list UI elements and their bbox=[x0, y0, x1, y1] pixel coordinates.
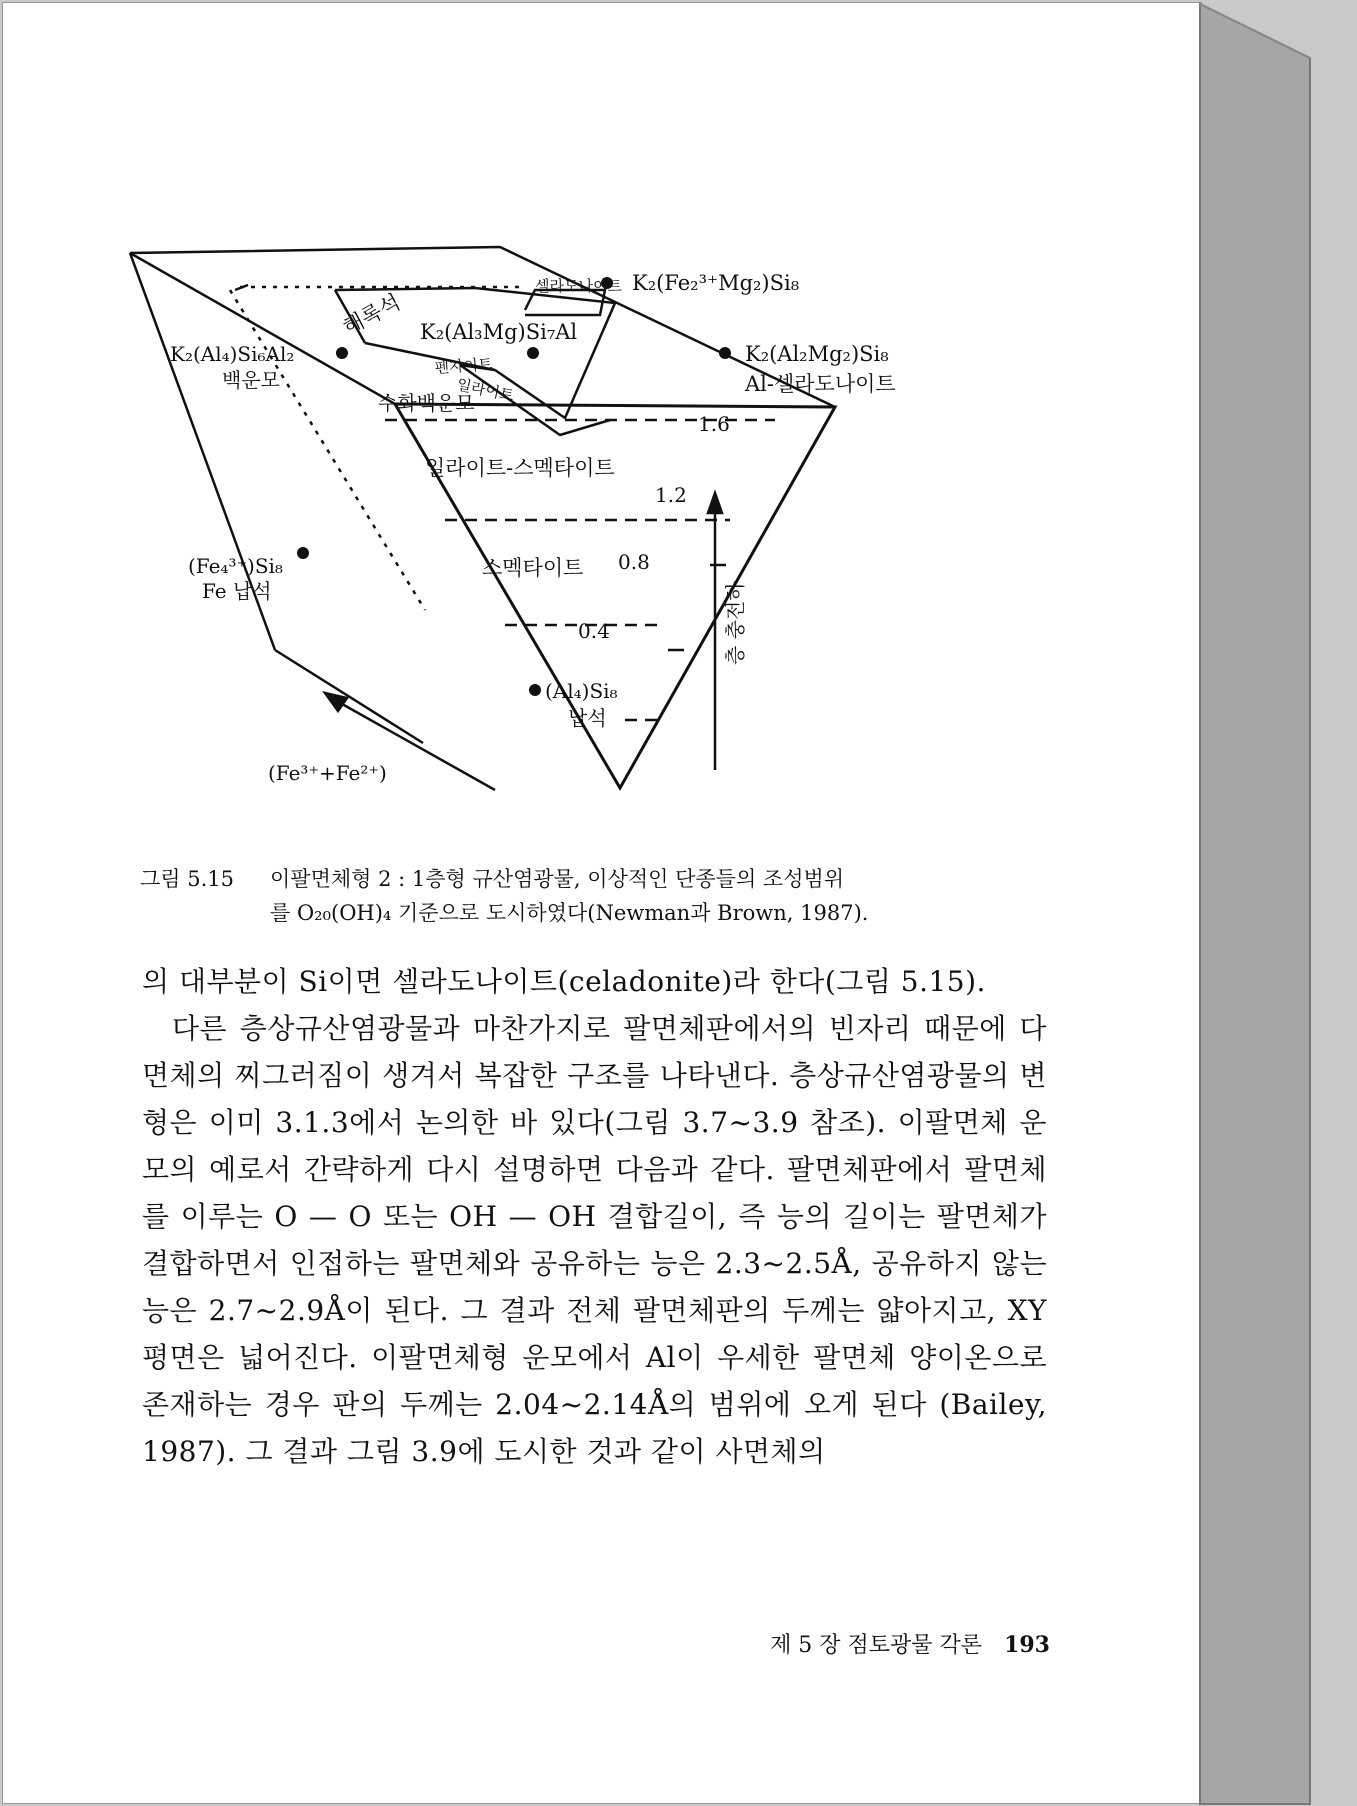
label-al3mg: K₂(Al₃Mg)Si₇Al bbox=[420, 320, 578, 344]
label-glauconite: 해록석 bbox=[339, 289, 405, 340]
tick-label-1-6: 1.6 bbox=[698, 412, 730, 436]
label-smectite: 스멕타이트 bbox=[482, 556, 584, 580]
label-fe-pyrophyllite-formula: (Fe₄³⁺)Si₈ bbox=[188, 554, 283, 578]
point-pyrophyllite bbox=[529, 684, 541, 696]
point-fe-pyrophyllite bbox=[297, 547, 309, 559]
figure-5-15-diagram bbox=[120, 235, 1080, 855]
label-muscovite: 백운모 bbox=[222, 368, 280, 392]
point-al3mg bbox=[527, 347, 539, 359]
label-hydromuscovite: 수화백운모 bbox=[378, 391, 475, 415]
label-fe-pyrophyllite: Fe 납석 bbox=[202, 579, 272, 603]
label-pyrophyllite: 납석 bbox=[568, 706, 607, 730]
tick-label-0-8: 0.8 bbox=[618, 550, 650, 574]
fe-edge bbox=[275, 650, 423, 743]
point-muscovite bbox=[336, 347, 348, 359]
tick-label-1-2: 1.2 bbox=[655, 483, 687, 507]
caption-text-1: 이팔면체형 2 : 1층형 규산염광물, 이상적인 단종들의 조성범위 bbox=[270, 867, 845, 891]
label-illite-smectite: 일라이트-스멕타이트 bbox=[425, 456, 615, 480]
label-pyrophyllite-formula: (Al₄)Si₈ bbox=[545, 679, 618, 703]
caption-label: 그림 5.15 bbox=[140, 867, 235, 891]
point-al-celadonite bbox=[719, 347, 731, 359]
label-phengite: 펜자이트 bbox=[434, 354, 494, 377]
label-al-celadonite-formula: K₂(Al₂Mg₂)Si₈ bbox=[745, 342, 889, 366]
label-layer-charge: 층 충전하 bbox=[723, 581, 747, 665]
label-al-celadonite: Al-셀라도나이트 bbox=[745, 372, 896, 396]
figure-caption bbox=[140, 862, 1060, 930]
caption-line-1 bbox=[140, 862, 1060, 896]
caption-line-2: 를 O₂₀(OH)₄ 기준으로 도시하였다(Newman과 Brown, 1987). bbox=[270, 901, 869, 925]
chapter-title: 제 5 장 점토광물 각론 bbox=[770, 1633, 983, 1658]
label-fe-mg-celadonite: K₂(Fe₂³⁺Mg₂)Si₈ bbox=[632, 271, 800, 295]
label-muscovite-formula: K₂(Al₄)Si₆Al₂ bbox=[170, 342, 295, 366]
fe-arrow-head bbox=[325, 693, 347, 711]
body-text bbox=[142, 958, 1047, 1475]
label-fe-substitution: (Fe³⁺+Fe²⁺) bbox=[268, 761, 387, 785]
page-footer bbox=[700, 1628, 1050, 1659]
body-paragraph: 다른 층상규산염광물과 마찬가지로 팔면체판에서의 빈자리 때문에 다면체의 찌그러짐이 생겨서 복잡한 구조를 나타낸다. 층상규산염광물의 변형은 이미 3.1.3에서 논의한 바 있다(그림 3.7~3.9 참조). 이팔면체 운모의 예로서 간략하게 다시 설명하면 다음과 같다. 팔면체판에서 팔면체를 이루는 O — O 또는 OH — OH 결합길이, 즉 능의 길이는 팔면체가 결합하면서 인접하는 팔면체와 공유하는 능은 2.3~2.5Å, 공유하지 않는 능은 2.7~2.9Å이 된다. 그 결과 전체 팔면체판의 두께는 얇아지고, XY평면은 넓어진다. 이팔면체형 운모에서 Al이 우세한 팔면체 양이온으로 존재하는 경우 판의 두께는 2.04~2.14Å의 범위에 오게 된다 (Bailey, 1987). 그 결과 그림 3.9에 도시한 것과 같이 사면체의 bbox=[142, 1012, 1047, 1468]
phengite-sheet bbox=[460, 365, 610, 435]
body-paragraph: 의 대부분이 Si이면 셀라도나이트(celadonite)라 한다(그림 5.15). bbox=[142, 965, 986, 998]
page-number: 193 bbox=[1004, 1632, 1050, 1658]
label-illite-small: 일라이트 bbox=[455, 375, 516, 405]
tick-label-0-4: 0.4 bbox=[578, 619, 610, 643]
label-celadonite: 셀라도나이트 bbox=[535, 277, 622, 295]
layer-charge-arrow-head bbox=[708, 493, 722, 513]
